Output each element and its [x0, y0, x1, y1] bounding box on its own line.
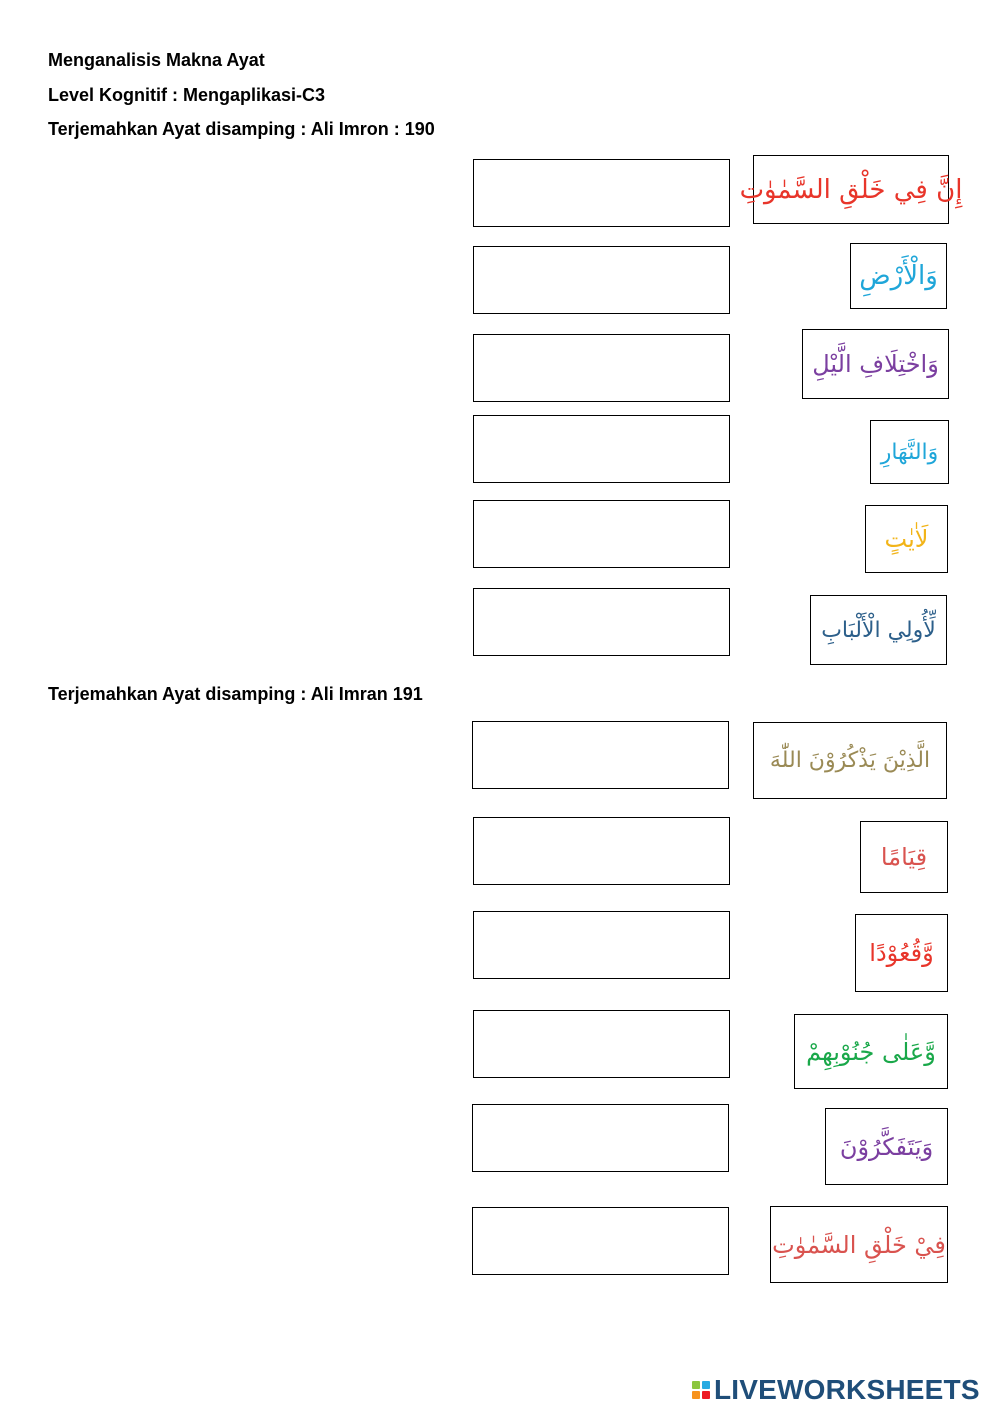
answer-input-1-2[interactable] — [473, 246, 730, 314]
ayat-text: إِنَّ فِي خَلْقِ السَّمٰوٰتِ — [739, 174, 963, 205]
ayat-card-1-3 — [802, 329, 949, 399]
logo-grid-icon — [692, 1381, 710, 1399]
ayat-card-2-2 — [860, 821, 948, 893]
answer-input-1-3[interactable] — [473, 334, 730, 402]
ayat-text: فِيْ خَلْقِ السَّمٰوٰتِ — [772, 1230, 946, 1259]
answer-input-1-6[interactable] — [473, 588, 730, 656]
ayat-text: وَالنَّهَارِ — [880, 439, 939, 465]
ayat-card-1-4 — [870, 420, 949, 484]
ayat-text: وَّقُعُوْدًا — [869, 939, 934, 967]
worksheet-title: Menganalisis Makna Ayat — [48, 50, 265, 70]
ayat-text: الَّذِيْنَ يَذْكُرُوْنَ اللّٰهَ — [769, 748, 931, 773]
liveworksheets-logo — [692, 1375, 980, 1405]
ayat-text: وَيَتَفَكَّرُوْنَ — [839, 1132, 934, 1161]
ayat-card-2-6 — [770, 1206, 948, 1283]
ayat-card-1-1 — [739, 155, 963, 224]
answer-input-2-3[interactable] — [473, 911, 730, 979]
ayat-card-2-3 — [855, 914, 948, 992]
ayat-card-2-1 — [753, 722, 947, 799]
ayat-card-1-6 — [810, 595, 947, 665]
answer-input-2-2[interactable] — [473, 817, 730, 885]
section-1-instruction: Terjemahkan Ayat disamping : Ali Imron : 190 — [48, 119, 435, 139]
ayat-text: وَاخْتِلَافِ الَّيْلِ — [812, 350, 939, 378]
answer-input-1-4[interactable] — [473, 415, 730, 483]
answer-input-1-5[interactable] — [473, 500, 730, 568]
ayat-text: وَّعَلٰى جُنُوْبِهِمْ — [806, 1037, 936, 1066]
ayat-text: وَالْأَرْضِ — [859, 261, 938, 291]
ayat-card-2-5 — [825, 1108, 948, 1185]
answer-input-2-5[interactable] — [472, 1104, 729, 1172]
answer-input-2-1[interactable] — [472, 721, 729, 789]
section-2-instruction: Terjemahkan Ayat disamping : Ali Imran 191 — [48, 684, 423, 704]
ayat-card-2-4 — [794, 1014, 948, 1089]
answer-input-1-1[interactable] — [473, 159, 730, 227]
ayat-card-1-5 — [865, 505, 948, 573]
ayat-text: لِّأُولِي الْأَلْبَابِ — [821, 617, 936, 643]
answer-input-2-6[interactable] — [472, 1207, 729, 1275]
logo-text: LIVEWORKSHEETS — [714, 1374, 980, 1405]
cognitive-level: Level Kognitif : Mengaplikasi-C3 — [48, 85, 326, 105]
ayat-text: لَاٰيٰتٍ — [884, 525, 929, 553]
ayat-text: قِيَامًا — [880, 843, 928, 871]
answer-input-2-4[interactable] — [473, 1010, 730, 1078]
ayat-card-1-2 — [850, 243, 947, 309]
